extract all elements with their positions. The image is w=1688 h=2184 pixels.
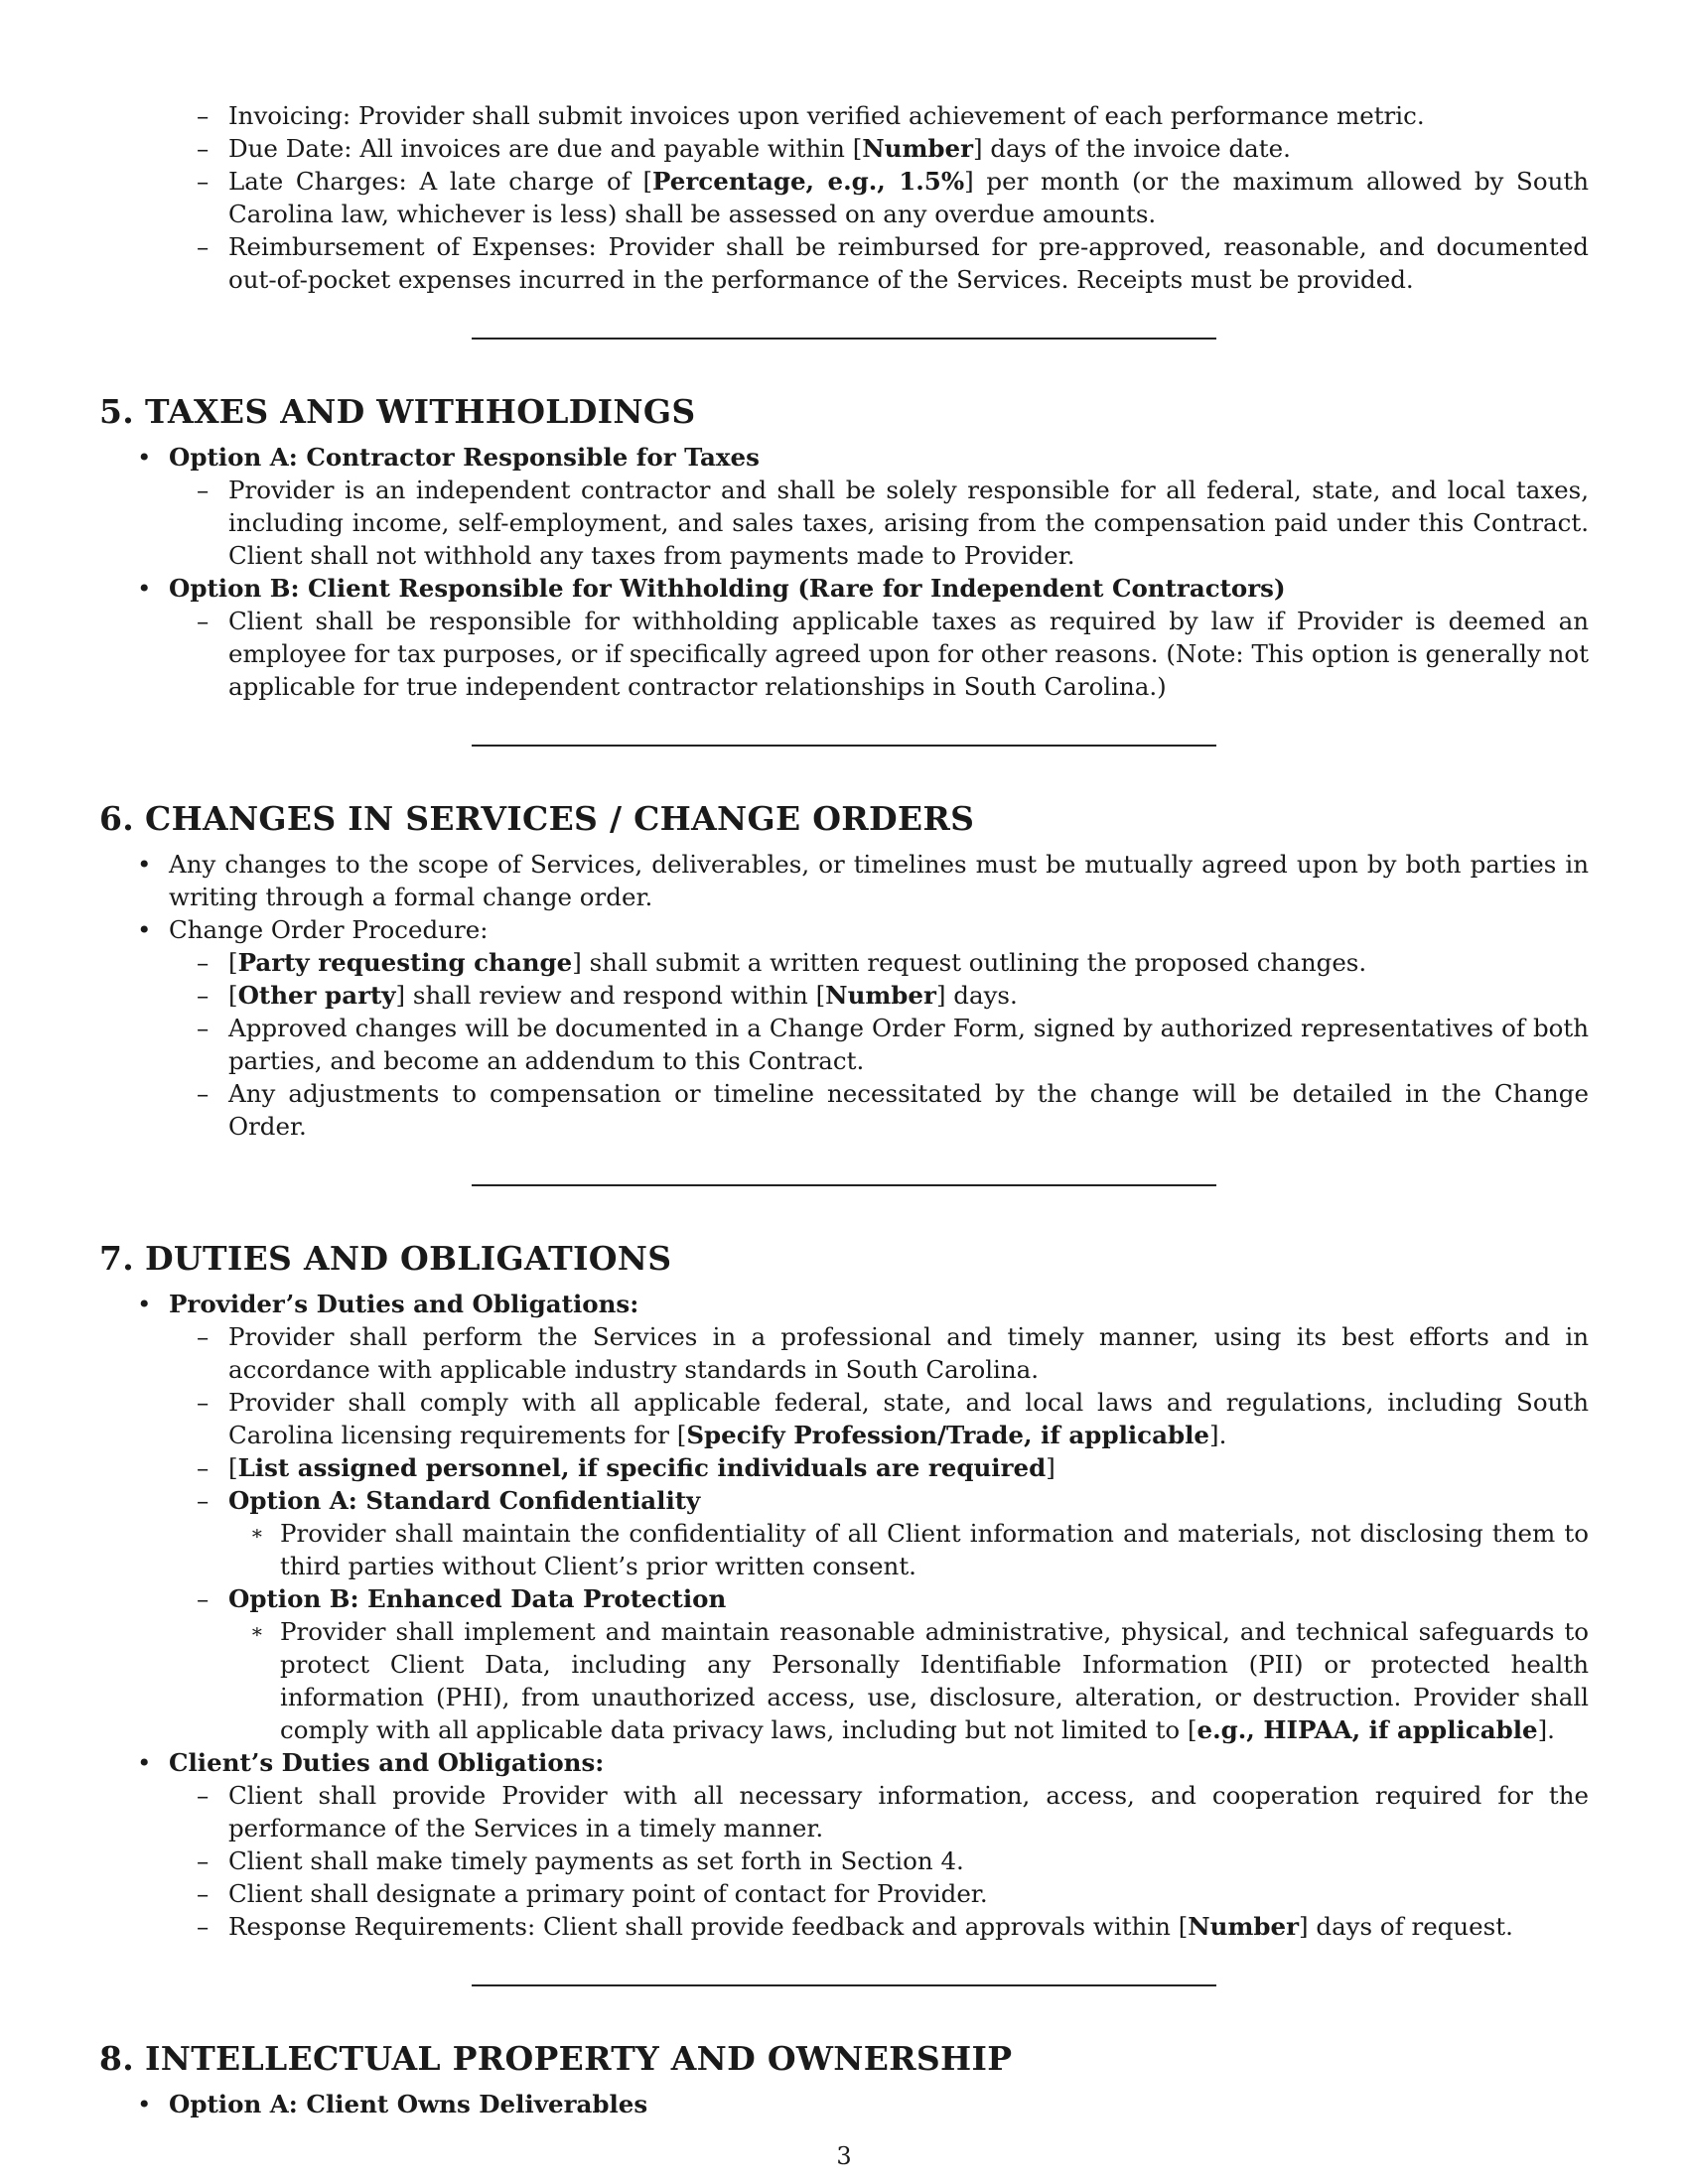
list-item: • Provider’s Duties and Obligations: — [137, 1290, 639, 1318]
list-item: – Provider shall comply with all applicable federal, state, and local laws and regulations, including South Carolina licensing requirements for [Specify Profession/Trade, if applicable]. — [197, 1388, 1589, 1449]
list-item: • Option B: Client Responsible for Withholding (Rare for Independent Contractors) — [137, 574, 1286, 603]
dash-marker: – — [197, 1322, 210, 1351]
list-item: – Due Date: All invoices are due and payable within [Number] days of the invoice date. — [197, 134, 1291, 163]
bullet-marker: • — [137, 2090, 152, 2118]
list-item: • Client’s Duties and Obligations: — [137, 1748, 605, 1777]
document-content — [99, 99, 1589, 2120]
list-item: – Late Charges: A late charge of [Percentage, e.g., 1.5%] per month (or the maximum allowed by South Carolina law, whichever is less) shall be assessed on any overdue amounts. — [197, 167, 1589, 228]
dash-marker: – — [197, 1781, 210, 1810]
list-item: – Client shall designate a primary point of contact for Provider. — [197, 1879, 988, 1908]
dash-marker: – — [197, 1584, 210, 1613]
list-item: – Option A: Standard Confidentiality — [197, 1486, 701, 1515]
list-item: – Client shall be responsible for withholding applicable taxes as required by law if Provider is deemed an employee for tax purposes, or if specifically agreed upon for other reasons. (Note: This option is generally not applicable for true independent contractor relationships in South Carolina.) — [197, 607, 1589, 701]
dash-marker: – — [197, 1453, 210, 1482]
asterisk-marker: ∗ — [250, 1619, 264, 1643]
section-heading: 7. DUTIES AND OBLIGATIONS — [99, 1239, 672, 1278]
dash-marker: – — [197, 101, 210, 130]
list-item: – [Party requesting change] shall submit a written request outlining the proposed changes. — [197, 948, 1367, 977]
dash-marker: – — [197, 167, 210, 196]
list-item: – [Other party] shall review and respond within [Number] days. — [197, 981, 1018, 1010]
dash-marker: – — [197, 1079, 210, 1108]
bullet-marker: • — [137, 915, 152, 944]
list-item: – Approved changes will be documented in a Change Order Form, signed by authorized representatives of both parties, and become an addendum to this Contract. — [197, 1014, 1589, 1075]
list-item: • Any changes to the scope of Services, deliverables, or timelines must be mutually agreed upon by both parties in writing through a formal change order. — [137, 850, 1589, 911]
list-item: • Change Order Procedure: — [137, 915, 489, 944]
dash-marker: – — [197, 1879, 210, 1908]
list-item: – Provider is an independent contractor and shall be solely responsible for all federal, state, and local taxes, including income, self-employment, and sales taxes, arising from the compensation paid under this Contract. Client shall not withhold any taxes from payments made to Provider. — [197, 476, 1589, 570]
dash-marker: – — [197, 948, 210, 977]
list-item: – Provider shall perform the Services in a professional and timely manner, using its best efforts and in accordance with applicable industry standards in South Carolina. — [197, 1322, 1589, 1384]
list-item: – Option B: Enhanced Data Protection — [197, 1584, 727, 1613]
list-item: • Option A: Contractor Responsible for Taxes — [137, 443, 760, 472]
bullet-marker: • — [137, 850, 152, 879]
dash-marker: – — [197, 1912, 210, 1941]
page-number: 3 — [836, 2142, 852, 2170]
list-item: ∗ Provider shall maintain the confidentiality of all Client information and materials, not disclosing them to third parties without Client’s prior written consent. — [250, 1519, 1589, 1580]
dash-marker: – — [197, 981, 210, 1010]
section-heading: 8. INTELLECTUAL PROPERTY AND OWNERSHIP — [99, 2039, 1013, 2078]
asterisk-marker: ∗ — [250, 1521, 264, 1545]
bullet-marker: • — [137, 1748, 152, 1777]
bullet-marker: • — [137, 443, 152, 472]
list-item: – Response Requirements: Client shall provide feedback and approvals within [Number] days of request. — [197, 1912, 1513, 1941]
dash-marker: – — [197, 1014, 210, 1042]
dash-marker: – — [197, 232, 210, 261]
bullet-marker: • — [137, 1290, 152, 1318]
bullet-marker: • — [137, 574, 152, 603]
list-item: – Client shall make timely payments as set forth in Section 4. — [197, 1846, 964, 1875]
list-item: • Option A: Client Owns Deliverables — [137, 2090, 648, 2118]
dash-marker: – — [197, 476, 210, 504]
dash-marker: – — [197, 1388, 210, 1417]
dash-marker: – — [197, 1486, 210, 1515]
dash-marker: – — [197, 1846, 210, 1875]
dash-marker: – — [197, 607, 210, 635]
section-heading: 5. TAXES AND WITHHOLDINGS — [99, 392, 696, 431]
list-item: – [List assigned personnel, if specific individuals are required] — [197, 1453, 1055, 1482]
section-heading: 6. CHANGES IN SERVICES / CHANGE ORDERS — [99, 799, 975, 838]
list-item: ∗ Provider shall implement and maintain reasonable administrative, physical, and technical safeguards to protect Client Data, including any Personally Identifiable Information (PII) or protected health information (PHI), from unauthorized access, use, disclosure, alteration, or destruction. Provider shall comply with all applicable data privacy laws, including but not limited to [e.g., HIPAA, if applicable]. — [250, 1617, 1589, 1744]
list-item: – Client shall provide Provider with all necessary information, access, and cooperation required for the performance of the Services in a timely manner. — [197, 1781, 1589, 1843]
list-item: – Any adjustments to compensation or timeline necessitated by the change will be detailed in the Change Order. — [197, 1079, 1589, 1141]
list-item: – Reimbursement of Expenses: Provider shall be reimbursed for pre-approved, reasonable, and documented out-of-pocket expenses incurred in the performance of the Services. Receipts must be provided. — [197, 232, 1589, 294]
dash-marker: – — [197, 134, 210, 163]
list-item: – Invoicing: Provider shall submit invoices upon verified achievement of each performance metric. — [197, 101, 1425, 130]
